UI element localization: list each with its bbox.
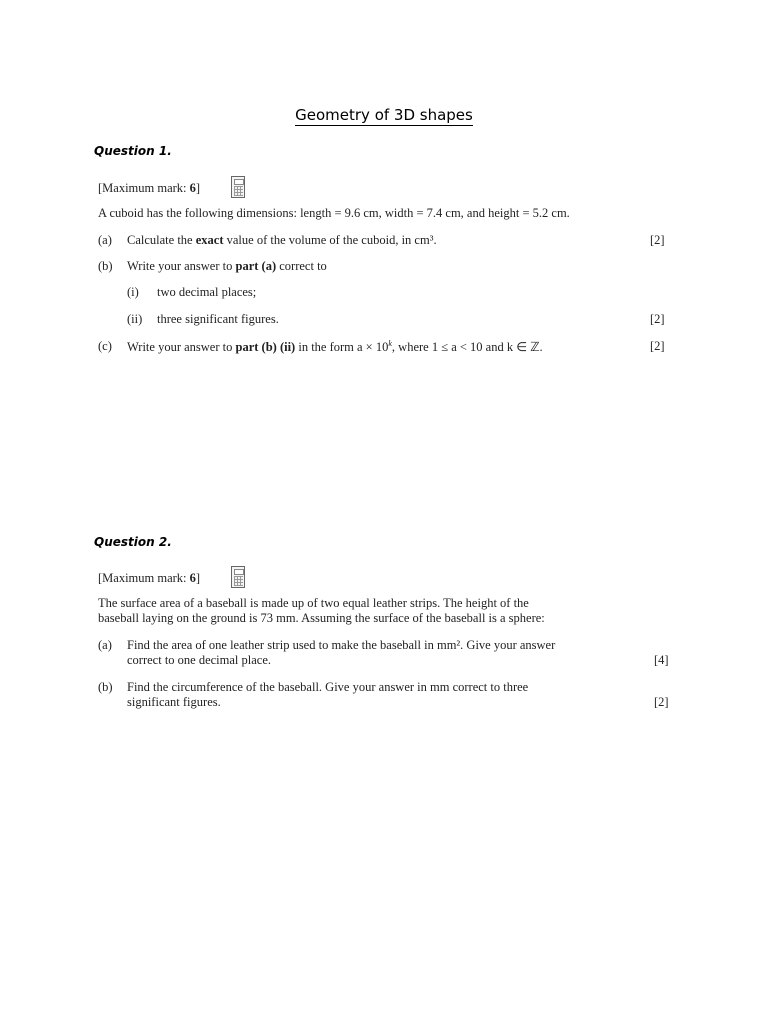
q1-b-text-bold: part (a) [235,259,277,273]
q1-max-mark-prefix: [Maximum mark: [98,181,190,195]
q2-part-a-label: (a) [98,638,112,652]
q1-part-b-label: (b) [98,259,113,273]
q1-b-text-2: correct to [276,259,327,273]
q1-part-a-mark: [2] [650,233,665,247]
q2-max-mark-prefix: [Maximum mark: [98,571,190,585]
page-title [0,106,768,124]
q1-part-bi-label: (i) [127,285,139,299]
q2-max-mark-value: 6 [189,571,196,585]
q1-b-text-1: Write your answer to [127,259,236,273]
q2-part-b-mark: [2] [654,695,669,709]
title-text: Geometry of 3D shapes [295,106,473,124]
q2-part-b-text-line-2: significant figures. [127,695,221,709]
question-1-heading: Question 1. [94,144,172,158]
q2-max-mark-suffix: ] [195,571,201,585]
q1-part-c-label: (c) [98,339,112,353]
q1-stem: A cuboid has the following dimensions: length = 9.6 cm, width = 7.4 cm, and height = 5.2 cm. [98,206,570,220]
q1-max-mark [98,181,200,196]
q2-part-b-label: (b) [98,680,113,694]
q1-part-bii-label: (ii) [127,312,143,326]
q1-part-bi-text: two decimal places; [157,285,257,299]
q1-part-b-text [127,259,327,274]
q1-c-text-sup: k [388,339,392,348]
q1-a-text-2: value of the volume of the cuboid, in cm³. [223,233,437,247]
question-2-heading: Question 2. [94,535,172,549]
q1-part-a-label: (a) [98,233,112,247]
calculator-icon [231,566,245,588]
q2-part-a-text-line-1: Find the area of one leather strip used to make the baseball in mm². Give your answer [127,638,556,652]
q1-part-c-mark: [2] [650,339,665,353]
q2-part-b-text-line-1: Find the circumference of the baseball. Give your answer in mm correct to three [127,680,529,694]
q1-max-mark-suffix: ] [195,181,201,195]
q1-part-c-text [127,339,543,355]
q1-part-b-mark: [2] [650,312,665,326]
q1-c-text-3: , where 1 ≤ a < 10 and k ∈ ℤ. [391,340,543,355]
q1-a-text-bold: exact [195,233,224,247]
q1-part-a-text [127,233,437,248]
q2-stem-line-1: The surface area of a baseball is made up of two equal leather strips. The height of the [98,596,529,610]
q1-max-mark-value: 6 [189,181,196,195]
q2-max-mark [98,571,200,586]
q1-c-text-bold: part (b) (ii) [235,340,296,355]
q2-part-a-mark: [4] [654,653,669,667]
q1-c-text-2: in the form a × 10 [295,340,389,355]
q2-stem-line-2: baseball laying on the ground is 73 mm. Assuming the surface of the baseball is a sphere: [98,611,545,625]
q1-part-bii-text: three significant figures. [157,312,279,326]
q1-c-text-1: Write your answer to [127,340,236,355]
calculator-icon [231,176,245,198]
q2-part-a-text-line-2: correct to one decimal place. [127,653,272,667]
q1-a-text-1: Calculate the [127,233,196,247]
